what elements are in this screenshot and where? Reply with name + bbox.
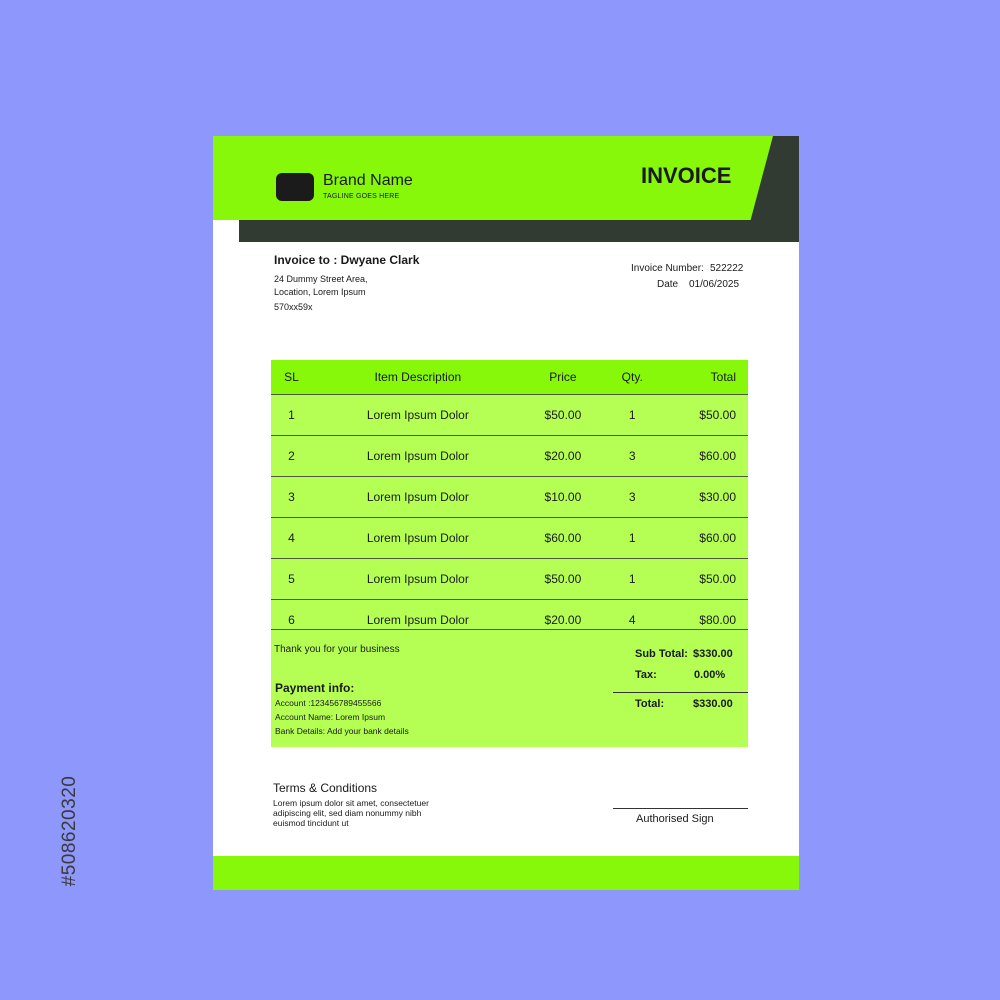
cell-price: $10.00 bbox=[524, 477, 602, 518]
terms-body: Lorem ipsum dolor sit amet, consectetuer adipiscing elit, sed diam nonummy nibh euismod tincidunt ut bbox=[273, 798, 429, 828]
cell-sl: 5 bbox=[271, 559, 312, 600]
date-value: 01/06/2025 bbox=[689, 279, 740, 290]
totals-divider bbox=[613, 692, 748, 693]
signature-line bbox=[613, 808, 748, 809]
header-qty: Qty. bbox=[602, 360, 662, 395]
cell-qty: 3 bbox=[602, 436, 662, 477]
address-line: Location, Lorem Ipsum bbox=[274, 287, 366, 297]
total-label: Total: bbox=[635, 698, 665, 710]
cell-sl: 1 bbox=[271, 395, 312, 436]
cell-description: Lorem Ipsum Dolor bbox=[312, 477, 524, 518]
table-row bbox=[271, 477, 748, 518]
invoice-page bbox=[213, 136, 799, 890]
cell-sl: 2 bbox=[271, 436, 312, 477]
cell-qty: 1 bbox=[602, 518, 662, 559]
brand-tagline: TAGLINE GOES HERE bbox=[323, 193, 400, 200]
cell-price: $50.00 bbox=[524, 395, 602, 436]
header-description: Item Description bbox=[312, 360, 524, 395]
cell-total: $60.00 bbox=[662, 436, 748, 477]
total-value: $330.00 bbox=[693, 698, 733, 710]
invoice-number-value: 522222 bbox=[710, 263, 744, 274]
subtotal-label: Sub Total: bbox=[635, 648, 688, 660]
table-row bbox=[271, 395, 748, 436]
table-row bbox=[271, 436, 748, 477]
address-line: 570xx59x bbox=[274, 302, 313, 312]
cell-total: $80.00 bbox=[662, 600, 748, 641]
payment-info-title: Payment info: bbox=[275, 681, 355, 695]
payment-account: Account :123456789455566 bbox=[275, 698, 382, 708]
header-total: Total bbox=[662, 360, 748, 395]
cell-total: $50.00 bbox=[662, 395, 748, 436]
tax-value: 0.00% bbox=[694, 669, 726, 681]
cell-qty: 4 bbox=[602, 600, 662, 641]
cell-price: $60.00 bbox=[524, 518, 602, 559]
cell-price: $20.00 bbox=[524, 436, 602, 477]
cell-price: $50.00 bbox=[524, 559, 602, 600]
signature-label: Authorised Sign bbox=[636, 813, 714, 825]
cell-price: $20.00 bbox=[524, 600, 602, 641]
cell-description: Lorem Ipsum Dolor bbox=[312, 395, 524, 436]
tax-label: Tax: bbox=[635, 669, 657, 681]
address-line: 24 Dummy Street Area, bbox=[274, 274, 368, 284]
cell-total: $50.00 bbox=[662, 559, 748, 600]
cell-sl: 4 bbox=[271, 518, 312, 559]
cell-description: Lorem Ipsum Dolor bbox=[312, 559, 524, 600]
cell-qty: 1 bbox=[602, 559, 662, 600]
summary-panel bbox=[271, 629, 748, 747]
payment-account-name: Account Name: Lorem Ipsum bbox=[275, 712, 386, 722]
header-sl: SL bbox=[271, 360, 312, 395]
thank-you-note: Thank you for your business bbox=[274, 644, 400, 655]
cell-total: $60.00 bbox=[662, 518, 748, 559]
subtotal-value: $330.00 bbox=[693, 648, 733, 660]
cell-sl: 6 bbox=[271, 600, 312, 641]
cell-qty: 1 bbox=[602, 395, 662, 436]
stock-id-text: #508620320 bbox=[59, 775, 80, 887]
cell-description: Lorem Ipsum Dolor bbox=[312, 436, 524, 477]
footer-band bbox=[213, 856, 799, 890]
cell-total: $30.00 bbox=[662, 477, 748, 518]
terms-title: Terms & Conditions bbox=[273, 781, 378, 795]
brand-name: Brand Name bbox=[323, 172, 413, 189]
header-price: Price bbox=[524, 360, 602, 395]
table-row bbox=[271, 559, 748, 600]
invoice-number-label: Invoice Number: bbox=[631, 263, 704, 274]
table-row bbox=[271, 518, 748, 559]
items-table bbox=[271, 360, 748, 640]
cell-sl: 3 bbox=[271, 477, 312, 518]
date-label: Date bbox=[657, 279, 679, 290]
cell-description: Lorem Ipsum Dolor bbox=[312, 600, 524, 641]
table-header-row bbox=[271, 360, 748, 395]
bill-to-label: Invoice to : Dwyane Clark bbox=[274, 253, 420, 267]
brand-logo bbox=[276, 173, 314, 201]
payment-bank-details: Bank Details: Add your bank details bbox=[275, 726, 409, 736]
invoice-title: INVOICE bbox=[641, 163, 732, 188]
cell-description: Lorem Ipsum Dolor bbox=[312, 518, 524, 559]
cell-qty: 3 bbox=[602, 477, 662, 518]
